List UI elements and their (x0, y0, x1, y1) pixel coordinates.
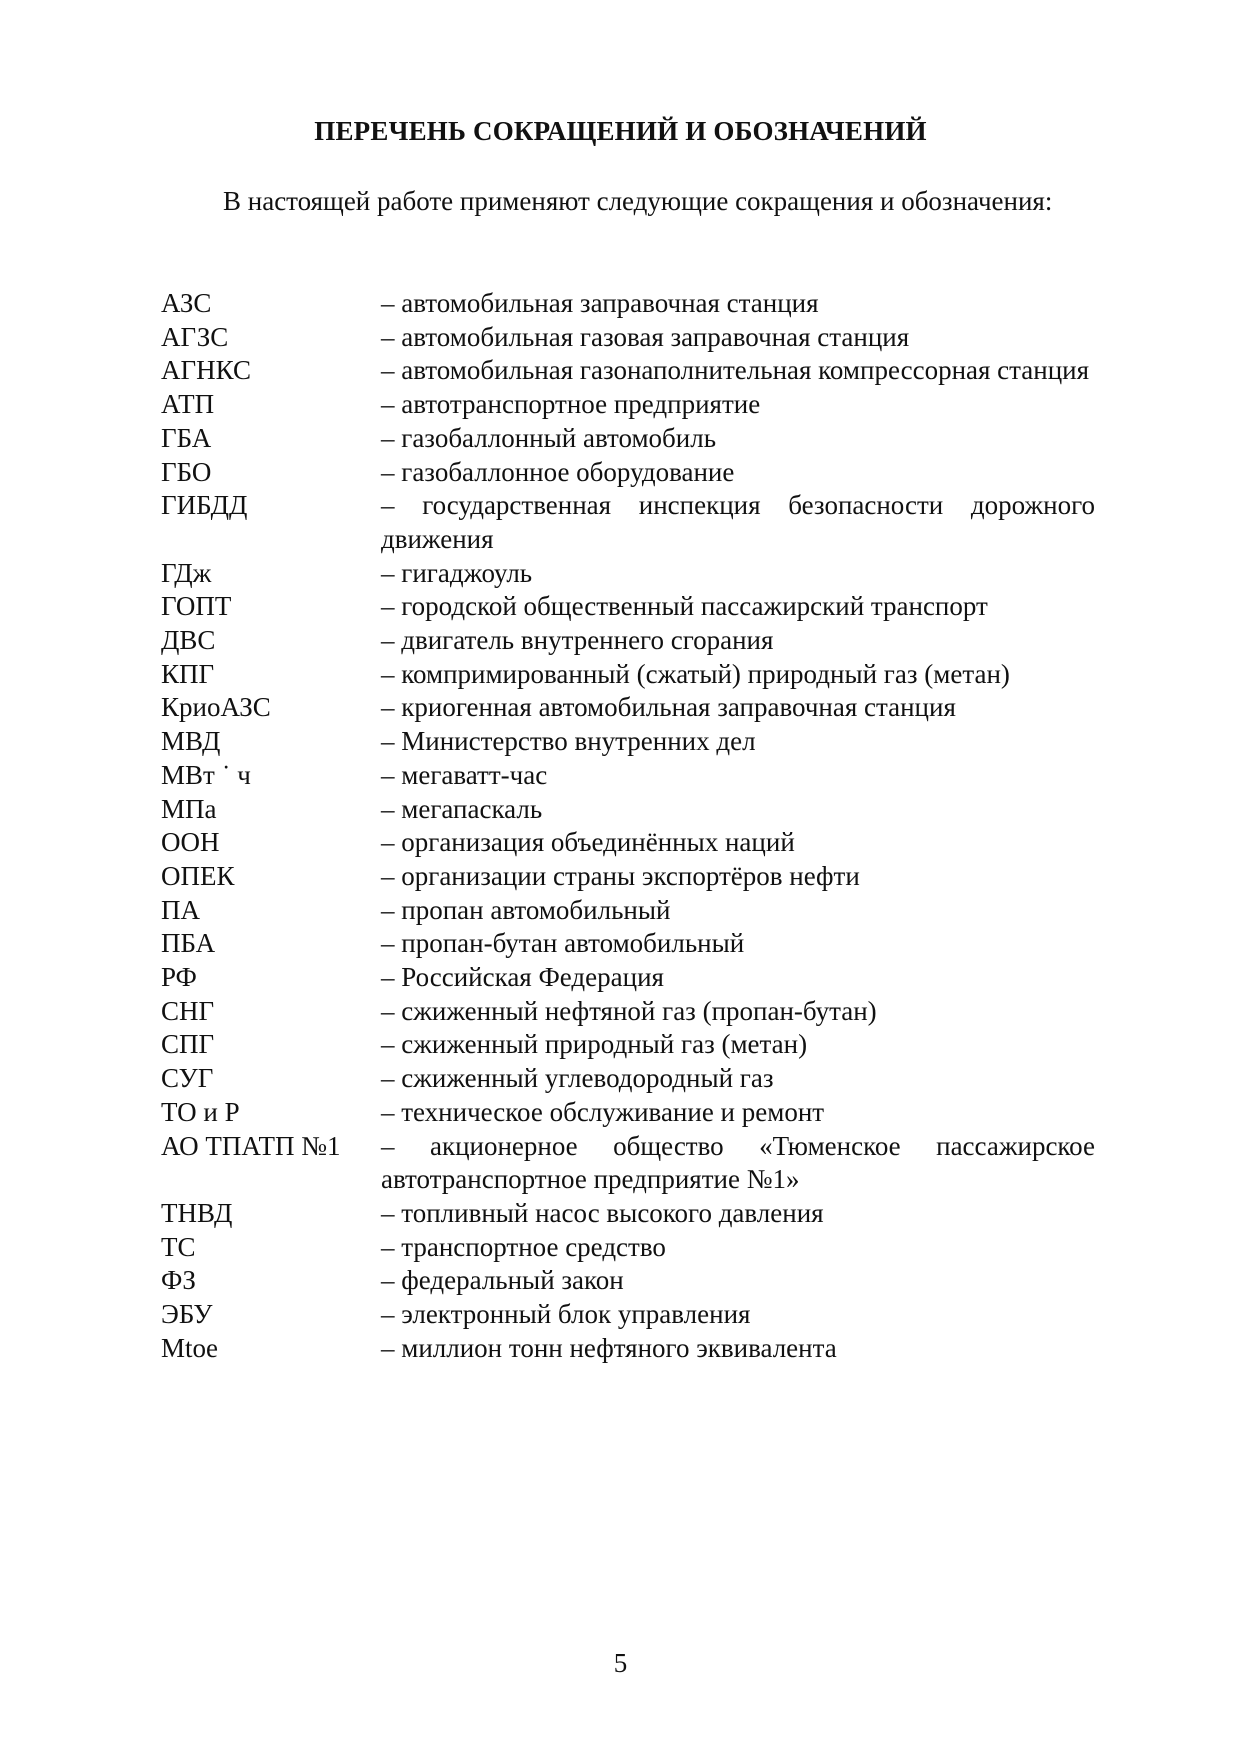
abbreviation-term: ФЗ (161, 1265, 196, 1296)
abbreviation-term: АО ТПАТП №1 (161, 1130, 341, 1161)
abbreviation-definition: – газобаллонное оборудование (381, 456, 735, 487)
abbreviation-row (161, 1197, 1095, 1231)
abbreviation-term: МВД (161, 726, 221, 757)
abbreviation-definition: – акционерное общество «Тюменское пассажирское автотранспортное предприятие №1» (381, 1130, 1095, 1195)
abbreviation-term: АГЗС (161, 321, 229, 352)
abbreviation-definition: – городской общественный пассажирский транспорт (381, 591, 988, 622)
abbreviation-definition: – автотранспортное предприятие (381, 389, 761, 420)
abbreviation-row (161, 321, 1095, 355)
abbreviation-term: ПБА (161, 928, 216, 959)
abbreviation-term: ГОПТ (161, 591, 232, 622)
abbreviation-definition: – сжиженный углеводородный газ (381, 1063, 774, 1094)
abbreviation-row (161, 1062, 1095, 1096)
abbreviation-definition: – Российская Федерация (381, 962, 664, 993)
abbreviation-term: ГИБДД (161, 490, 248, 521)
abbreviation-definition: – транспортное средство (381, 1231, 666, 1262)
abbreviation-definition: – организации страны экспортёров нефти (381, 860, 860, 891)
abbreviation-definition: – мегапаскаль (381, 793, 543, 824)
abbreviation-definition: – топливный насос высокого давления (381, 1197, 824, 1228)
abbreviation-term: СПГ (161, 1029, 215, 1060)
abbreviation-row (161, 456, 1095, 490)
abbreviation-definition: – автомобильная газовая заправочная станция (381, 321, 910, 352)
page-title: ПЕРЕЧЕНЬ СОКРАЩЕНИЙ И ОБОЗНАЧЕНИЙ (314, 116, 927, 146)
abbreviation-definition: – государственная инспекция безопасности дорожного движения (381, 490, 1095, 554)
abbreviation-definition: – гигаджоуль (381, 557, 533, 588)
abbreviation-list (161, 287, 1095, 1366)
abbreviation-row (161, 624, 1095, 658)
abbreviation-row (161, 691, 1095, 725)
abbreviation-definition: – электронный блок управления (381, 1299, 751, 1330)
abbreviation-term: ГДж (161, 557, 212, 588)
abbreviation-row (161, 1264, 1095, 1298)
abbreviation-definition: – организация объединённых наций (381, 827, 795, 858)
page-number: 5 (613, 1648, 628, 1678)
abbreviation-definition: – автомобильная заправочная станция (381, 288, 819, 318)
abbreviation-term: МВт ˙ ч (161, 759, 251, 790)
abbreviation-row (161, 590, 1095, 624)
abbreviation-row (161, 557, 1095, 591)
abbreviation-row (161, 759, 1095, 793)
abbreviation-row (161, 422, 1095, 456)
abbreviation-term: Mtoe (161, 1332, 218, 1363)
abbreviation-definition: – миллион тонн нефтяного эквивалента (381, 1332, 837, 1363)
abbreviation-row (161, 1298, 1095, 1332)
abbreviation-term: ГБА (161, 422, 212, 453)
abbreviation-row (161, 1096, 1095, 1130)
abbreviation-term: РФ (161, 962, 197, 993)
abbreviation-term: ООН (161, 827, 220, 858)
abbreviation-definition: – Министерство внутренних дел (381, 726, 756, 757)
abbreviation-row (161, 725, 1095, 759)
abbreviation-row (161, 1332, 1095, 1366)
abbreviation-row (161, 894, 1095, 928)
abbreviation-term: ЭБУ (161, 1299, 213, 1330)
abbreviation-term: МПа (161, 793, 217, 824)
abbreviation-row (161, 388, 1095, 422)
abbreviation-term: КриоАЗС (161, 692, 271, 723)
abbreviation-row (161, 927, 1095, 961)
abbreviation-term: СНГ (161, 995, 215, 1026)
abbreviation-term: ГБО (161, 456, 212, 487)
abbreviation-row (161, 995, 1095, 1029)
abbreviation-definition: – криогенная автомобильная заправочная станция (381, 692, 956, 723)
abbreviation-term: АГНКС (161, 355, 251, 386)
abbreviation-row (161, 826, 1095, 860)
abbreviation-term: ТО и Р (161, 1096, 240, 1127)
abbreviation-term: АТП (161, 389, 215, 420)
abbreviation-definition: – мегаватт-час (381, 759, 548, 790)
abbreviation-term: АЗС (161, 288, 212, 318)
abbreviation-row (161, 793, 1095, 827)
abbreviation-definition: – техническое обслуживание и ремонт (381, 1096, 825, 1127)
abbreviation-row (161, 961, 1095, 995)
abbreviation-definition: – сжиженный природный газ (метан) (381, 1029, 808, 1060)
abbreviation-definition: – пропан автомобильный (381, 894, 671, 925)
abbreviation-row (161, 1028, 1095, 1062)
abbreviation-term: ДВС (161, 625, 216, 656)
abbreviation-term: ТНВД (161, 1197, 233, 1228)
abbreviation-row (161, 658, 1095, 692)
abbreviation-definition: – федеральный закон (381, 1265, 624, 1296)
abbreviation-definition: – сжиженный нефтяной газ (пропан-бутан) (381, 995, 877, 1026)
abbreviation-definition: – пропан-бутан автомобильный (381, 928, 745, 959)
abbreviation-term: СУГ (161, 1063, 214, 1094)
abbreviation-term: ПА (161, 894, 200, 925)
abbreviation-definition: – газобаллонный автомобиль (381, 422, 717, 453)
abbreviation-row (161, 489, 1095, 556)
abbreviation-row (161, 354, 1095, 388)
intro-paragraph: В настоящей работе применяют следующие сокращения и обозначения: (223, 186, 1053, 216)
abbreviation-row (161, 860, 1095, 894)
abbreviation-term: ОПЕК (161, 860, 235, 891)
abbreviation-definition: – автомобильная газонаполнительная компрессорная станция (381, 355, 1090, 386)
abbreviation-row (161, 1130, 1095, 1197)
abbreviation-definition: – двигатель внутреннего сгорания (381, 625, 774, 656)
abbreviation-row (161, 287, 1095, 321)
abbreviation-row (161, 1231, 1095, 1265)
abbreviation-term: КПГ (161, 658, 215, 689)
abbreviation-term: ТС (161, 1231, 196, 1262)
abbreviation-definition: – компримированный (сжатый) природный газ (метан) (381, 658, 1010, 689)
